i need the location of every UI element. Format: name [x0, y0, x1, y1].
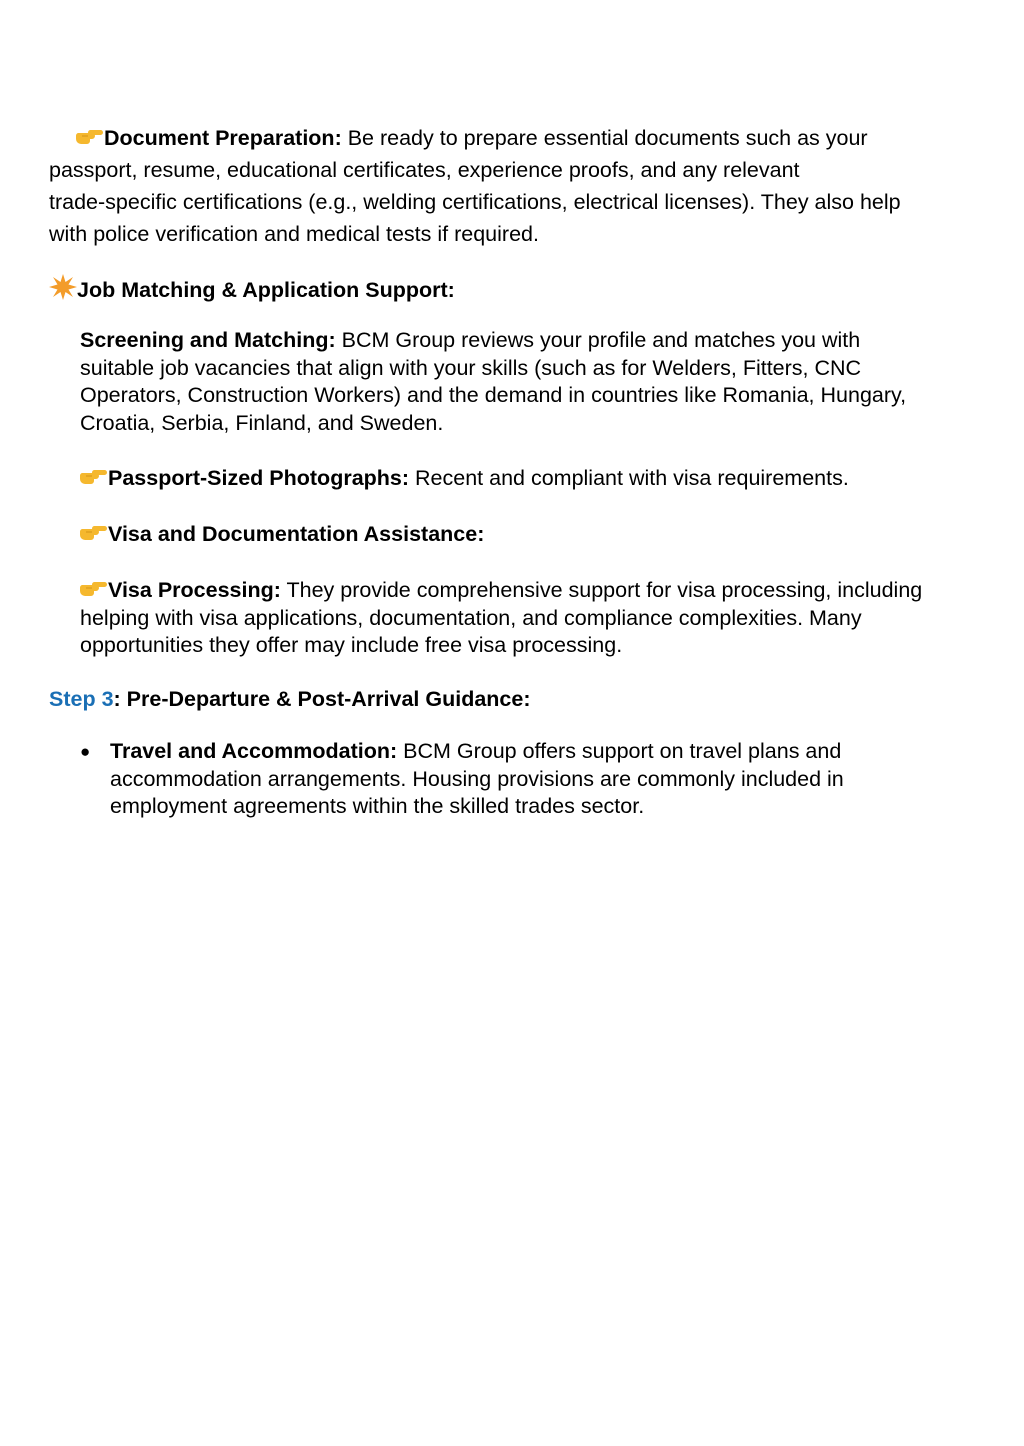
job-matching-heading-line [49, 274, 1019, 306]
photographs-heading: Passport-Sized Photographs: [108, 466, 410, 490]
visa-processing-line-2: helping with visa applications, documentation, and compliance complexities. Many [80, 605, 862, 630]
screening-line-3: Operators, Construction Workers) and the demand in countries like Romania, Hungary, [80, 383, 907, 407]
pointing-hand-icon [76, 124, 104, 148]
screening-section [80, 327, 1020, 437]
pointing-hand-icon [80, 520, 108, 544]
eight-pointed-star-icon [49, 274, 77, 300]
job-matching-heading: Job Matching & Application Support: [77, 278, 455, 302]
screening-text-1: BCM Group reviews your profile and matches you with [335, 328, 861, 352]
pointing-hand-icon [80, 464, 108, 488]
photographs-line [80, 464, 1020, 493]
travel-text-1: BCM Group offers support on travel plans and [397, 739, 842, 763]
visa-processing-line-1 [80, 576, 1024, 605]
visa-processing-section [80, 576, 1024, 660]
document-preparation-line-3: trade-specific certifications (e.g., welding certifications, electrical licenses). They also help [49, 190, 901, 214]
travel-line-2: accommodation arrangements. Housing provisions are commonly included in [110, 766, 844, 791]
job-matching-section [49, 274, 1019, 306]
document-preparation-section [49, 122, 1019, 250]
visa-docs-section [80, 520, 1020, 549]
document-preparation-line-2: passport, resume, educational certificates, experience proofs, and any relevant [49, 158, 800, 182]
visa-docs-heading: Visa and Documentation Assistance: [108, 522, 485, 546]
travel-section [80, 738, 1020, 821]
step3-heading: : Pre-Departure & Post-Arrival Guidance: [113, 687, 531, 711]
screening-line-1 [80, 327, 1020, 355]
document-preparation-heading: Document Preparation: [104, 126, 342, 150]
step3-link[interactable]: Step 3 [49, 687, 114, 711]
travel-line-1 [110, 738, 1020, 766]
screening-line-2: suitable job vacancies that align with your skills (such as for Welders, Fitters, CNC [80, 355, 862, 380]
document-preparation-text-1: Be ready to prepare essential documents such as your [341, 126, 868, 150]
screening-heading: Screening and Matching: [80, 328, 336, 352]
photographs-text: Recent and compliant with visa requirements. [409, 466, 849, 490]
travel-line-3: employment agreements within the skilled trades sector. [110, 794, 645, 818]
screening-line-4: Croatia, Serbia, Finland, and Sweden. [80, 410, 444, 435]
bullet-point: ● [80, 742, 91, 761]
pointing-hand-icon [80, 576, 108, 600]
visa-docs-line [80, 520, 1020, 549]
document-preparation-line-4: with police verification and medical tests if required. [49, 222, 539, 246]
photographs-section [80, 464, 1020, 493]
document-preparation-line-1 [49, 122, 1019, 154]
visa-processing-heading: Visa Processing: [108, 578, 281, 602]
travel-text-block [110, 738, 1020, 821]
travel-heading: Travel and Accommodation: [110, 739, 398, 763]
visa-processing-line-3: opportunities they offer may include free visa processing. [80, 633, 623, 657]
step3-heading-line [49, 686, 1019, 714]
visa-processing-text-1: They provide comprehensive support for visa processing, including [280, 578, 923, 602]
step3-section [49, 686, 1019, 714]
